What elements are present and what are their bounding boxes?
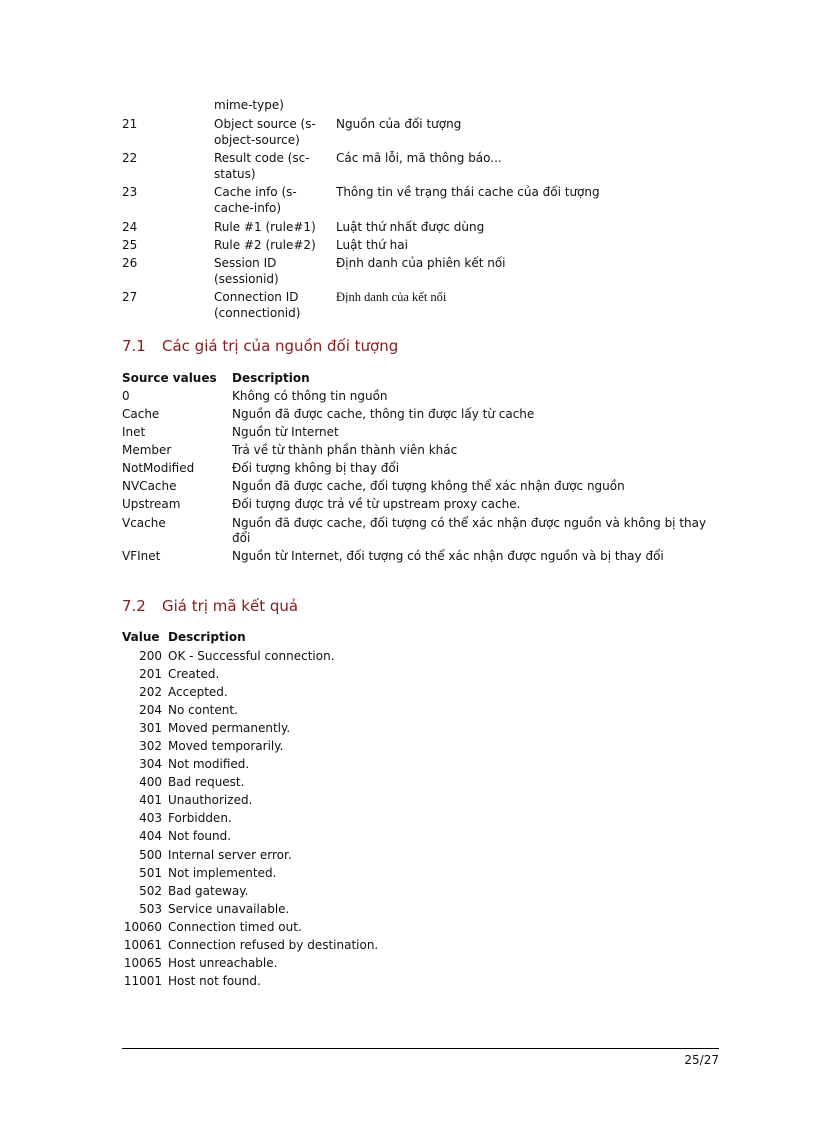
source-description: Nguồn đã được cache, đối tượng không thể xác nhận được nguồn: [232, 479, 625, 493]
result-code: 503: [139, 902, 162, 916]
section-number: 7.2: [122, 597, 146, 615]
field-name: (connectionid): [214, 306, 301, 320]
result-description: Moved temporarily.: [168, 739, 284, 753]
source-value: Upstream: [122, 497, 181, 511]
source-description: Trả về từ thành phần thành viên khác: [232, 443, 458, 457]
result-code: 500: [139, 848, 162, 862]
result-description: Accepted.: [168, 685, 228, 699]
result-description: Bad gateway.: [168, 884, 249, 898]
result-code: 10060: [123, 920, 162, 934]
field-number: 22: [122, 151, 138, 165]
result-description: Moved permanently.: [168, 721, 291, 735]
result-description: Unauthorized.: [168, 793, 253, 807]
field-name: cache-info): [214, 201, 282, 215]
result-code: 10061: [123, 938, 162, 952]
source-description: Không có thông tin nguồn: [232, 389, 388, 403]
field-name: Result code (sc-: [214, 151, 310, 165]
section-title: Giá trị mã kết quả: [162, 597, 299, 615]
result-code: 200: [139, 649, 162, 663]
source-value: 0: [122, 389, 130, 403]
section-title: Các giá trị của nguồn đối tượng: [162, 337, 399, 355]
result-code: 401: [139, 793, 162, 807]
result-code: 304: [139, 757, 162, 771]
source-value: NVCache: [122, 479, 177, 493]
field-description: Nguồn của đối tượng: [336, 117, 462, 131]
result-description: Bad request.: [168, 775, 245, 789]
result-code: 202: [139, 685, 162, 699]
section-heading-7-1: [122, 337, 398, 355]
field-name-continuation: mime-type): [214, 98, 284, 112]
source-value: Cache: [122, 407, 160, 421]
result-description: Not modified.: [168, 757, 250, 771]
result-code: 11001: [123, 974, 162, 988]
field-name: Rule #1 (rule#1): [214, 220, 316, 234]
field-number: 25: [122, 238, 138, 252]
source-description: Đối tượng không bị thay đổi: [232, 461, 400, 475]
source-description: Nguồn đã được cache, thông tin được lấy từ cache: [232, 407, 535, 421]
field-name: (sessionid): [214, 272, 279, 286]
field-number: 24: [122, 220, 138, 234]
result-description: Connection timed out.: [168, 920, 302, 934]
result-description: Connection refused by destination.: [168, 938, 379, 952]
result-code: 403: [139, 811, 162, 825]
field-name: Connection ID: [214, 290, 299, 304]
field-name: status): [214, 167, 256, 181]
field-description: Luật thứ nhất được dùng: [336, 220, 485, 234]
source-description: Nguồn từ Internet, đối tượng có thể xác nhận được nguồn và bị thay đổi: [232, 549, 664, 563]
field-description: Định danh của phiên kết nối: [336, 256, 506, 270]
column-header-description: Description: [232, 371, 310, 385]
field-name: Cache info (s-: [214, 185, 297, 199]
result-code: 404: [139, 829, 162, 843]
result-code: 400: [139, 775, 162, 789]
result-code: 10065: [123, 956, 162, 970]
field-name: Rule #2 (rule#2): [214, 238, 316, 252]
result-code: 302: [139, 739, 162, 753]
column-header-description: Description: [168, 630, 246, 644]
result-description: Not implemented.: [168, 866, 277, 880]
field-name: Session ID: [214, 256, 277, 270]
field-description: Các mã lỗi, mã thông báo...: [336, 151, 502, 165]
result-code: 301: [139, 721, 162, 735]
source-description: Nguồn đã được cache, đối tượng có thể xác nhận được nguồn và không bị thay: [232, 516, 707, 530]
source-value: Inet: [122, 425, 146, 439]
result-description: Forbidden.: [168, 811, 232, 825]
result-description: Host unreachable.: [168, 956, 278, 970]
result-description: Internal server error.: [168, 848, 292, 862]
field-number: 27: [122, 290, 138, 304]
field-description: Định danh của kết nối: [336, 290, 447, 304]
column-header-value: Value: [122, 630, 160, 644]
field-number: 23: [122, 185, 138, 199]
result-description: Service unavailable.: [168, 902, 290, 916]
result-description: Not found.: [168, 829, 232, 843]
source-value: VFInet: [122, 549, 161, 563]
section-heading-7-2: [122, 597, 298, 615]
section-number: 7.1: [122, 337, 146, 355]
source-description: Đối tượng được trả về từ upstream proxy cache.: [232, 497, 521, 511]
field-description: Luật thứ hai: [336, 238, 408, 252]
result-description: Host not found.: [168, 974, 261, 988]
page-number: 25/27: [684, 1053, 719, 1067]
field-number: 26: [122, 256, 138, 270]
result-code: 201: [139, 667, 162, 681]
column-header-source-values: Source values: [122, 371, 217, 385]
result-description: Created.: [168, 667, 220, 681]
source-value: NotModified: [122, 461, 195, 475]
field-number: 21: [122, 117, 138, 131]
source-description: đổi: [232, 531, 251, 545]
result-code: 204: [139, 703, 162, 717]
source-value: Member: [122, 443, 172, 457]
result-code: 502: [139, 884, 162, 898]
field-name: Object source (s-: [214, 117, 316, 131]
result-description: No content.: [168, 703, 238, 717]
footer-rule: [122, 1048, 719, 1049]
field-name: object-source): [214, 133, 300, 147]
source-description: Nguồn từ Internet: [232, 425, 339, 439]
result-description: OK - Successful connection.: [168, 649, 335, 663]
source-value: Vcache: [122, 516, 166, 530]
field-description: Thông tin về trạng thái cache của đối tượng: [336, 185, 600, 199]
result-code: 501: [139, 866, 162, 880]
